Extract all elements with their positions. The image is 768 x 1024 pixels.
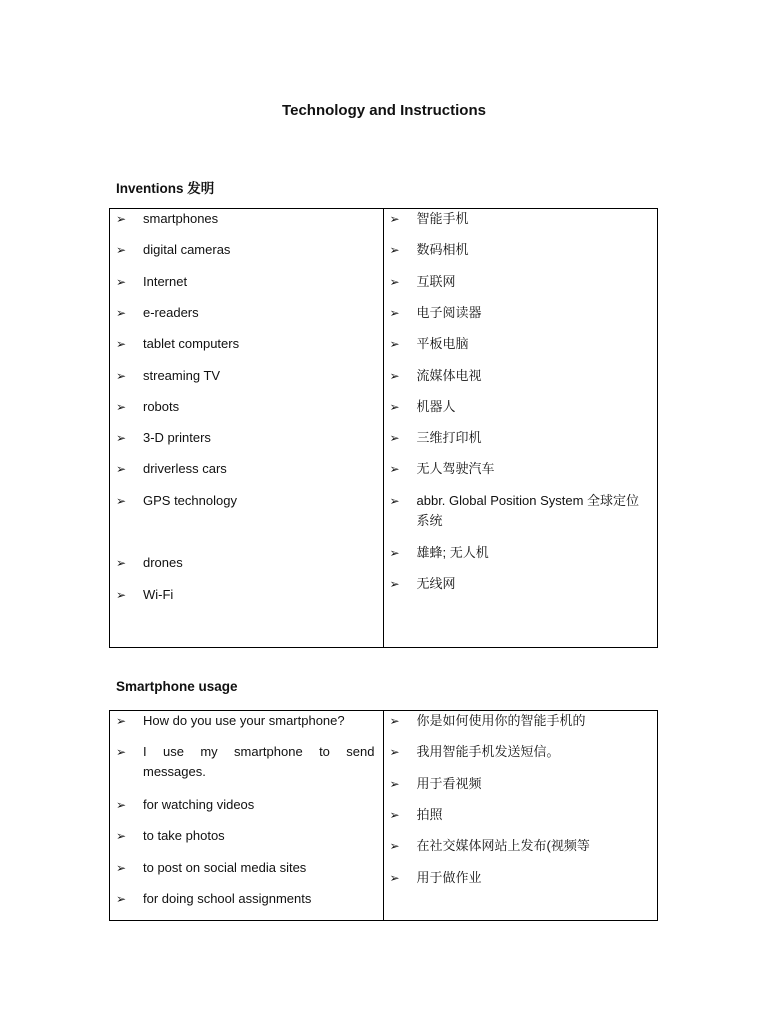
bullet-arrow-icon: ➢ bbox=[116, 462, 127, 476]
bullet-arrow-icon: ➢ bbox=[389, 546, 400, 560]
bullet-arrow-icon: ➢ bbox=[389, 212, 400, 226]
list-item: ➢ 平板电脑 bbox=[384, 334, 650, 354]
list-item: ➢ 互联网 bbox=[384, 272, 650, 292]
list-item: ➢ 用于看视频 bbox=[384, 774, 650, 794]
list-item: ➢ 3-D printers bbox=[110, 428, 375, 448]
list-item: ➢ Wi-Fi bbox=[110, 585, 375, 605]
inventions-english-column bbox=[110, 209, 384, 647]
bullet-arrow-icon: ➢ bbox=[389, 839, 400, 853]
bullet-arrow-icon: ➢ bbox=[389, 400, 400, 414]
list-item: ➢ GPS technology bbox=[110, 491, 375, 511]
section-heading-smartphone-usage: Smartphone usage bbox=[116, 679, 238, 694]
bullet-arrow-icon: ➢ bbox=[116, 431, 127, 445]
bullet-arrow-icon: ➢ bbox=[116, 829, 127, 843]
list-item: ➢ 我用智能手机发送短信。 bbox=[384, 742, 650, 762]
bullet-arrow-icon: ➢ bbox=[116, 861, 127, 875]
list-item: ➢ I use my smartphone to send messages. bbox=[116, 744, 375, 779]
list-item: ➢ 雄蜂; 无人机 bbox=[384, 543, 650, 563]
smartphone-usage-table bbox=[109, 710, 658, 921]
list-item: ➢ 流媒体电视 bbox=[384, 366, 650, 386]
inventions-chinese-column bbox=[384, 209, 658, 647]
list-item: ➢ abbr. Global Position System 全球定位系统 bbox=[389, 493, 640, 528]
section-heading-inventions: Inventions 发明 bbox=[116, 181, 215, 196]
list-item: ➢ streaming TV bbox=[110, 366, 375, 386]
bullet-arrow-icon: ➢ bbox=[116, 400, 127, 414]
list-item: ➢ digital cameras bbox=[110, 240, 375, 260]
bullet-arrow-icon: ➢ bbox=[389, 431, 400, 445]
bullet-arrow-icon: ➢ bbox=[116, 556, 127, 570]
list-item: ➢ Internet bbox=[110, 272, 375, 292]
usage-chinese-column bbox=[384, 711, 658, 920]
list-item: ➢ 智能手机 bbox=[384, 209, 650, 229]
bullet-arrow-icon: ➢ bbox=[389, 871, 400, 885]
list-item: ➢ 三维打印机 bbox=[384, 428, 650, 448]
bullet-arrow-icon: ➢ bbox=[116, 212, 127, 226]
list-item: ➢ tablet computers bbox=[110, 334, 375, 354]
list-item: ➢ 拍照 bbox=[384, 805, 650, 825]
bullet-arrow-icon: ➢ bbox=[116, 494, 127, 508]
list-item: ➢ 无线网 bbox=[384, 574, 650, 594]
bullet-arrow-icon: ➢ bbox=[389, 494, 400, 508]
bullet-arrow-icon: ➢ bbox=[116, 892, 127, 906]
list-item: ➢ e-readers bbox=[110, 303, 375, 323]
list-item: ➢ 机器人 bbox=[384, 397, 650, 417]
bullet-arrow-icon: ➢ bbox=[116, 369, 127, 383]
bullet-arrow-icon: ➢ bbox=[389, 243, 400, 257]
bullet-arrow-icon: ➢ bbox=[389, 337, 400, 351]
list-item: ➢ drones bbox=[110, 553, 375, 573]
list-item: ➢ robots bbox=[110, 397, 375, 417]
bullet-arrow-icon: ➢ bbox=[389, 462, 400, 476]
bullet-arrow-icon: ➢ bbox=[389, 577, 400, 591]
page-title: Technology and Instructions bbox=[282, 102, 486, 119]
bullet-arrow-icon: ➢ bbox=[389, 745, 400, 759]
list-item: ➢ 在社交媒体网站上发布(视频等 bbox=[384, 836, 650, 856]
usage-english-column bbox=[110, 711, 384, 920]
bullet-arrow-icon: ➢ bbox=[389, 777, 400, 791]
bullet-arrow-icon: ➢ bbox=[116, 306, 127, 320]
list-item: ➢ 电子阅读器 bbox=[384, 303, 650, 323]
list-item: ➢ for watching videos bbox=[110, 795, 375, 815]
list-item: ➢ How do you use your smartphone? bbox=[110, 711, 375, 731]
list-item: ➢ 用于做作业 bbox=[384, 868, 650, 888]
bullet-arrow-icon: ➢ bbox=[389, 369, 400, 383]
list-item: ➢ smartphones bbox=[110, 209, 375, 229]
bullet-arrow-icon: ➢ bbox=[116, 798, 127, 812]
list-item: ➢ to take photos bbox=[110, 826, 375, 846]
inventions-table bbox=[109, 208, 658, 648]
list-item: ➢ 数码相机 bbox=[384, 240, 650, 260]
bullet-arrow-icon: ➢ bbox=[116, 588, 127, 602]
list-item: ➢ for doing school assignments bbox=[110, 889, 375, 909]
bullet-arrow-icon: ➢ bbox=[389, 808, 400, 822]
list-item: ➢ 无人驾驶汽车 bbox=[384, 459, 650, 479]
bullet-arrow-icon: ➢ bbox=[116, 714, 127, 728]
list-item: ➢ to post on social media sites bbox=[110, 858, 375, 878]
bullet-arrow-icon: ➢ bbox=[389, 306, 400, 320]
list-item: ➢ driverless cars bbox=[110, 459, 375, 479]
bullet-arrow-icon: ➢ bbox=[116, 745, 127, 759]
bullet-arrow-icon: ➢ bbox=[389, 714, 400, 728]
bullet-arrow-icon: ➢ bbox=[116, 275, 127, 289]
list-item: ➢ 你是如何使用你的智能手机的 bbox=[384, 711, 650, 731]
bullet-arrow-icon: ➢ bbox=[389, 275, 400, 289]
bullet-arrow-icon: ➢ bbox=[116, 337, 127, 351]
bullet-arrow-icon: ➢ bbox=[116, 243, 127, 257]
